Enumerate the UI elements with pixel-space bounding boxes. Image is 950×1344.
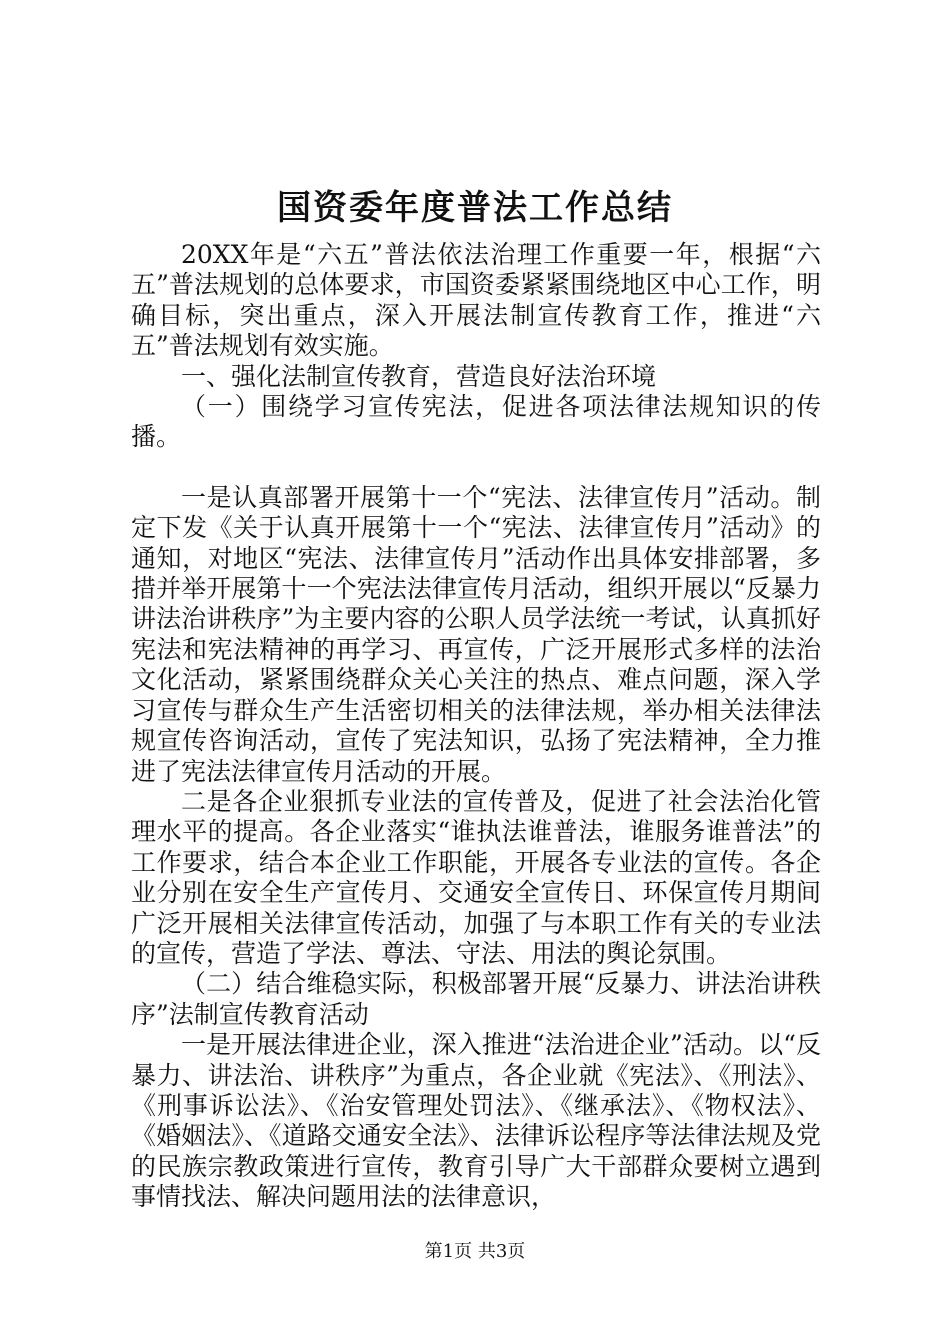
subsection-heading-2: （二）结合维稳实际，积极部署开展“反暴力、讲法治讲秩序”法制宣传教育活动: [131, 969, 821, 1029]
page-footer: 第1页 共3页: [424, 1241, 526, 1262]
paragraph-intro: 20XX年是“六五”普法依法治理工作重要一年，根据“六五”普法规划的总体要求，市国资委紧紧围绕地区中心工作，明确目标，突出重点，深入开展法制宣传教育工作，推进“六五”普法规划有效实施。: [131, 240, 821, 361]
paragraph-item-3: 一是开展法律进企业，深入推进“法治进企业”活动。以“反暴力、讲法治、讲秩序”为重点，各企业就《宪法》、《刑法》、《刑事诉讼法》、《治安管理处罚法》、《继承法》、《物权法》、《婚姻法》、《道路交通安全法》、法律诉讼程序等法律法规及党的民族宗教政策进行宣传，教育引导广大干部群众要树立遇到事情找法、解决问题用法的法律意识，: [131, 1030, 821, 1212]
paragraph-item-1: 一是认真部署开展第十一个“宪法、法律宣传月”活动。制定下发《关于认真开展第十一个“宪法、法律宣传月”活动》的通知，对地区“宪法、法律宣传月”活动作出具体安排部署，多措并举开展第十一个宪法法律宣传月活动，组织开展以“反暴力讲法治讲秩序”为主要内容的公职人员学法统一考试，认真抓好宪法和宪法精神的再学习、再宣传，广泛开展形式多样的法治文化活动，紧紧围绕群众关心关注的热点、难点问题，深入学习宣传与群众生产生活密切相关的法律法规，举办相关法律法规宣传咨询活动，宣传了宪法知识，弘扬了宪法精神，全力推进了宪法法律宣传月活动的开展。: [131, 482, 821, 786]
paragraph-item-2: 二是各企业狠抓专业法的宣传普及，促进了社会法治化管理水平的提高。各企业落实“谁执法谁普法，谁服务谁普法”的工作要求，结合本企业工作职能，开展各专业法的宣传。各企业分别在安全生产宣传月、交通安全宣传日、环保宣传月期间广泛开展相关法律宣传活动，加强了与本职工作有关的专业法的宣传，营造了学法、尊法、守法、用法的舆论氛围。: [131, 786, 821, 968]
subsection-heading-1: （一）围绕学习宣传宪法，促进各项法律法规知识的传播。: [131, 392, 821, 452]
document-body: [131, 240, 821, 1213]
document-title: 国资委年度普法工作总结: [277, 188, 673, 228]
section-heading-1: 一、强化法制宣传教育，营造良好法治环境: [181, 361, 657, 391]
